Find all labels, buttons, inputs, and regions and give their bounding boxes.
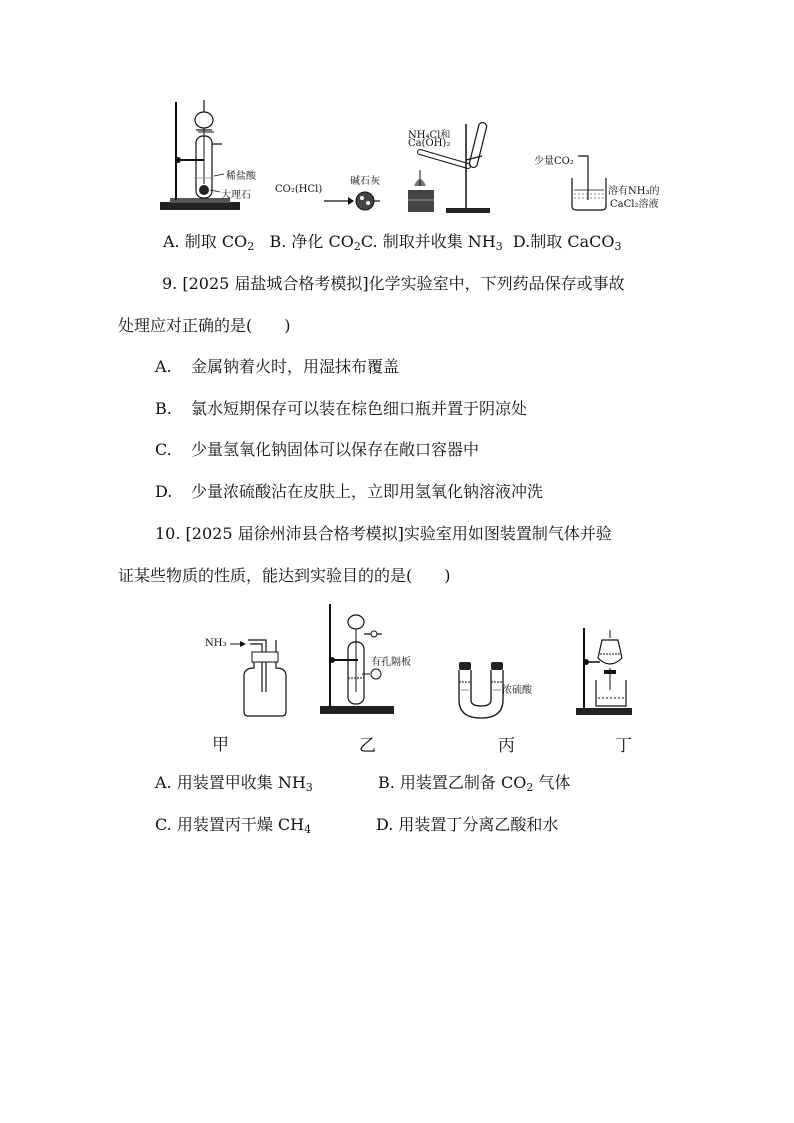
q8-option-b: B. 净化 $CO_2$ <box>269 232 361 253</box>
q8-option-d: D.制取 CaCO$_3$ <box>512 232 622 253</box>
label-nh3: NH₃ <box>205 638 227 649</box>
label-marble: 大理石 <box>221 190 251 201</box>
q9-option-a: A. 金属钠着火时，用湿抹布覆盖 <box>155 357 400 376</box>
label-caoh2: Ca(OH)₂ <box>408 138 451 149</box>
q10-number: 10. <box>155 524 181 543</box>
label-nh4cl: NH₄Cl和 <box>408 130 451 141</box>
label-nh3-soln-1: 溶有NH₃的 <box>608 186 660 197</box>
q9-option-c: C. 少量氢氧化钠固体可以保存在敞口容器中 <box>155 440 480 459</box>
label-nh3-soln-2: CaCl₂溶液 <box>610 199 659 210</box>
q9-stem-line2: 处理应对正确的是( ) <box>118 316 291 335</box>
apparatus-label-ding: 丁 <box>615 736 632 756</box>
q10-option-d: D. 用装置丁分离乙酸和水 <box>376 815 559 834</box>
q10-stem-line1 <box>155 524 612 544</box>
apparatus-label-yi: 乙 <box>359 736 376 756</box>
q10-apparatus-ding <box>574 626 634 718</box>
q8-option-c: C. 制取并收集 $NH_3$ <box>360 232 503 253</box>
q10-option-a: A. 用装置甲收集 $NH_3$ <box>155 773 313 794</box>
q9-option-d: D. 少量浓硫酸沾在皮肤上，立即用氢氧化钠溶液冲洗 <box>155 482 544 501</box>
q9-stem-text: 化学实验室中，下列药品保存或事故 <box>368 274 625 293</box>
label-co2-hcl: CO₂(HCl) <box>275 184 323 195</box>
q10-option-c: C. 用装置丙干燥 $CH_4$ <box>155 815 312 836</box>
q9-option-b: B. 氯水短期保存可以装在棕色细口瓶并置于阴凉处 <box>155 399 528 418</box>
q8-figure-apparatus-d <box>568 148 608 214</box>
q8-options <box>163 232 621 252</box>
apparatus-label-bing: 丙 <box>498 736 515 756</box>
label-porous-plate: 有孔隔板 <box>371 657 411 668</box>
q10-stem-line2: 证某些物质的性质，能达到实验目的的是( ) <box>118 566 451 585</box>
q9-stem-line1 <box>162 274 625 294</box>
q8-figure-apparatus-b <box>320 185 380 215</box>
q9-source: [2025 届盐城合格考模拟] <box>182 274 369 293</box>
q10-stem-text: 实验室用如图装置制气体并验 <box>403 524 612 543</box>
label-hcl: 稀盐酸 <box>226 171 256 182</box>
label-small-co2: 少量CO₂ <box>534 156 574 167</box>
label-soda-lime: 碱石灰 <box>350 176 380 187</box>
q10-option-b: B. 用装置乙制备 $CO_2$ 气体 <box>378 773 571 794</box>
apparatus-label-jia: 甲 <box>212 735 229 755</box>
q8-option-a: A. 制取 $CO_2$ <box>163 232 255 253</box>
q10-source: [2025 届徐州沛县合格考模拟] <box>185 524 404 543</box>
q9-number: 9. <box>162 274 178 293</box>
label-conc-h2so4: 浓硫酸 <box>502 685 532 696</box>
